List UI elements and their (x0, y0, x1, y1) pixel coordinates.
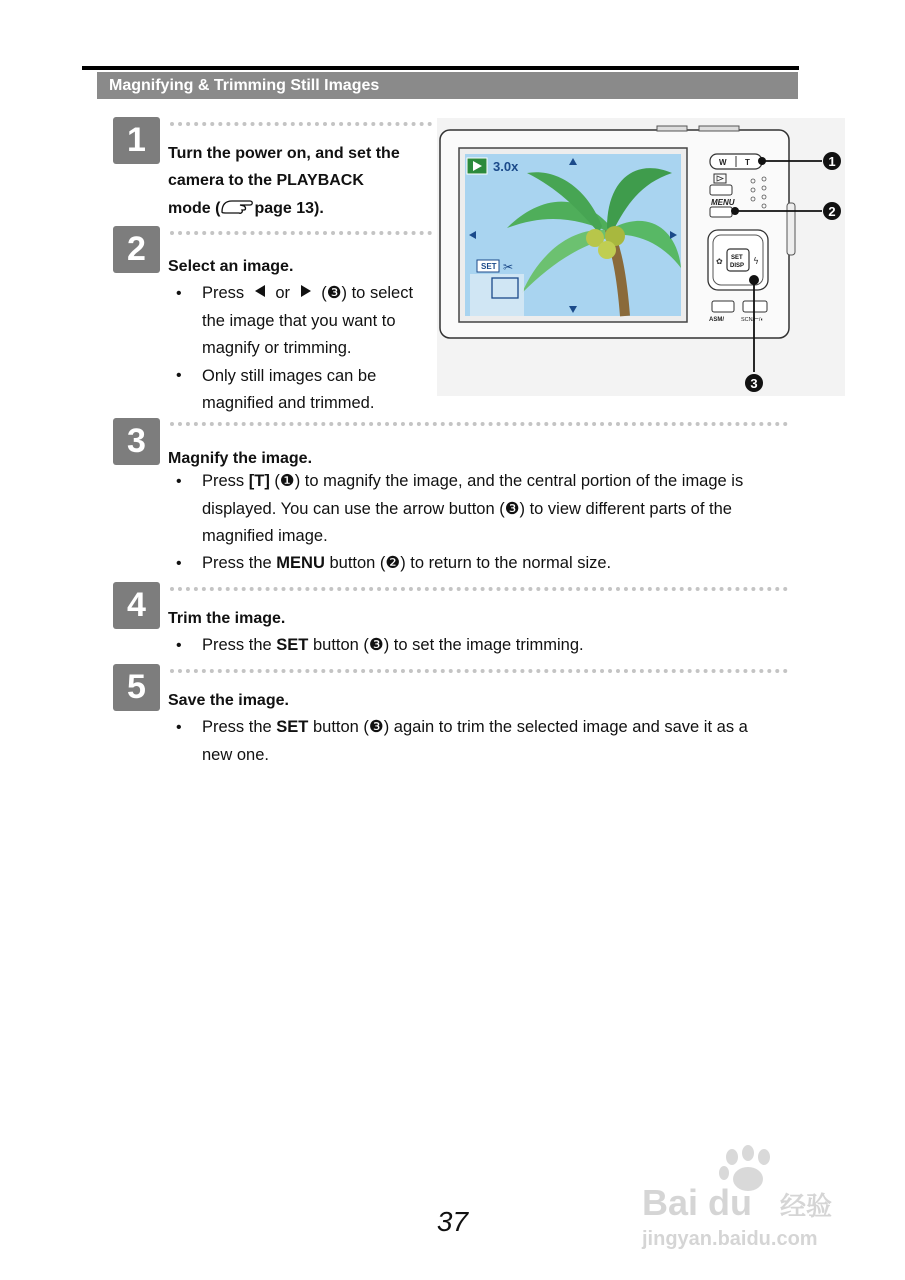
to-select-text: (❸) to select (321, 284, 414, 302)
press-the-prefix: Press the (202, 636, 277, 654)
step-2-bullet-2-line-1: Only still images can be (202, 367, 377, 385)
step-3-number: 3 (113, 418, 160, 465)
or-text: or (275, 284, 291, 302)
wide-label: W (719, 158, 727, 167)
step-3-bullet-1-line-2: displayed. You can use the arrow button (❸) to view different parts of the (202, 500, 732, 518)
set-indicator: SET (481, 262, 497, 271)
step-3-bullet-1-line-3: magnified image. (202, 527, 328, 545)
watermark-url: jingyan.baidu.com (642, 1228, 818, 1250)
press-the-prefix: Press the (202, 718, 277, 736)
watermark-cn: 经验 (780, 1192, 833, 1222)
step-5-title: Save the image. (168, 692, 289, 709)
set-btn-label: SET (731, 255, 743, 261)
asm-delete-button (712, 301, 734, 312)
scissors-icon: ✂ (503, 260, 514, 274)
scene-button (743, 301, 767, 312)
step-2-bullet-1-line-2: the image that you want to (202, 312, 396, 330)
step-4-number: 4 (113, 582, 160, 629)
macro-icon: ✿ (716, 257, 723, 266)
press-the-prefix: Press the (202, 554, 277, 572)
disp-btn-label: DISP (730, 263, 745, 269)
step-5-number: 5 (113, 664, 160, 711)
zoom-label: 3.0x (493, 159, 519, 174)
step-3-title: Magnify the image. (168, 450, 313, 467)
top-rule (82, 66, 799, 70)
step-3-divider (170, 422, 788, 426)
key-set: SET (276, 718, 309, 736)
watermark-brand: Bai du (642, 1182, 753, 1223)
step-1-mode-text: mode ( (168, 200, 221, 217)
step-1-page-ref: page 13). (254, 200, 324, 217)
callout-3-label: 3 (750, 376, 758, 391)
step-5-bullet-1: • (176, 719, 182, 736)
step-2-bullet-2: • (176, 367, 182, 384)
step-4-divider (170, 587, 788, 591)
step-1-number: 1 (113, 117, 160, 164)
press-text: Press (202, 284, 245, 302)
step-4-bullet-1: • (176, 637, 182, 654)
key-menu: MENU (276, 554, 325, 572)
magnify-text: (❶) to magnify the image, and the central portion of the image is (269, 472, 744, 490)
pointing-hand-icon (220, 196, 254, 216)
callout-2-label: 2 (828, 204, 836, 219)
step-5-bullet-1-line-2: new one. (202, 746, 269, 764)
set-text: button (❸) to set the image trimming. (308, 636, 584, 654)
step-4-title: Trim the image. (168, 610, 286, 627)
left-arrow-icon (253, 284, 267, 298)
scene-label: SCN/⊢/◐ (741, 317, 764, 323)
right-arrow-icon (299, 284, 313, 298)
step-5-bullet-1-line-1 (202, 714, 748, 742)
step-3-bullet-2-line-1 (202, 550, 611, 578)
step-2-bullet-2-line-2: magnified and trimmed. (202, 394, 375, 412)
menu-label: MENU (711, 198, 735, 207)
page-number: 37 (436, 1206, 469, 1237)
step-4-bullet-1-line-1 (202, 632, 584, 660)
save-text: button (❸) again to trim the selected image and save it as a (308, 718, 748, 736)
tele-label: T (745, 158, 750, 167)
step-2-bullet-1-line-3: magnify or trimming. (202, 339, 352, 357)
key-set: SET (276, 636, 309, 654)
step-1-line-3 (168, 195, 324, 223)
step-2-title: Select an image. (168, 258, 294, 275)
key-t: [T] (248, 472, 270, 490)
callout-1-label: 1 (828, 154, 836, 169)
flash-icon: ϟ (753, 257, 759, 267)
step-1-divider (170, 122, 432, 126)
step-2-bullet-1: • (176, 285, 182, 302)
camera-illustration (437, 118, 845, 396)
step-1-line-1: Turn the power on, and set the (168, 145, 400, 162)
step-2-number: 2 (113, 226, 160, 273)
section-header: Magnifying & Trimming Still Images (97, 72, 798, 99)
step-1-line-2: camera to the PLAYBACK (168, 172, 364, 189)
step-3-bullet-2: • (176, 555, 182, 572)
press-prefix: Press (202, 472, 249, 490)
step-5-divider (170, 669, 788, 673)
step-3-bullet-1-line-1 (202, 468, 743, 496)
step-2-divider (170, 231, 432, 235)
baidu-watermark (640, 1145, 855, 1255)
step-3-bullet-1: • (176, 473, 182, 490)
asm-label: ASM/ (709, 317, 724, 323)
step-2-bullet-1-line-1 (202, 280, 413, 308)
menu-text: button (❷) to return to the normal size. (324, 554, 612, 572)
menu-button (710, 207, 732, 217)
